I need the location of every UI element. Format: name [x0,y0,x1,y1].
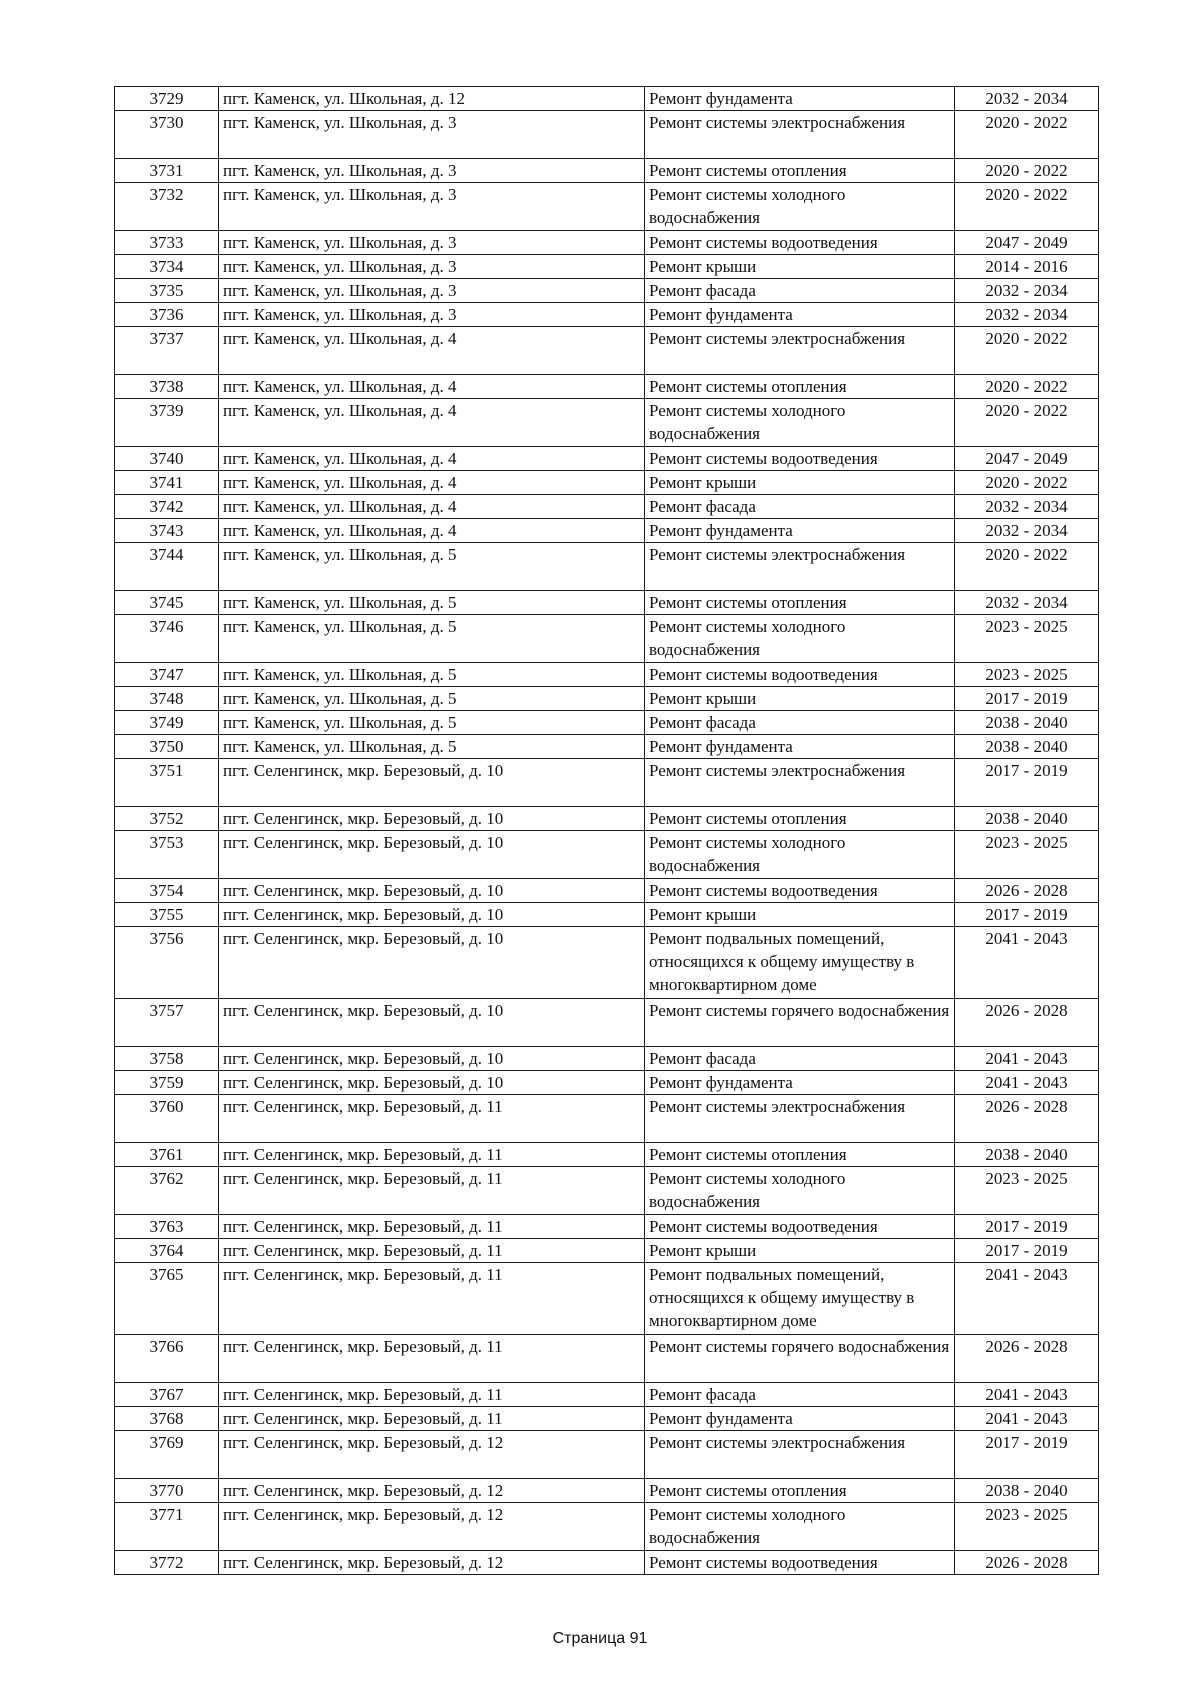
row-number-cell: 3740 [115,447,219,471]
table-row [115,519,1099,543]
address-cell: пгт. Каменск, ул. Школьная, д. 4 [219,375,645,399]
table-row [115,903,1099,927]
address-cell: пгт. Каменск, ул. Школьная, д. 3 [219,303,645,327]
row-number-cell: 3749 [115,711,219,735]
address-cell: пгт. Каменск, ул. Школьная, д. 4 [219,447,645,471]
period-cell: 2020 - 2022 [955,327,1099,375]
period-cell: 2026 - 2028 [955,1095,1099,1143]
work-type-cell: Ремонт подвальных помещений, относящихся к общему имуществу в многоквартирном доме [645,927,955,999]
address-cell: пгт. Селенгинск, мкр. Березовый, д. 10 [219,1047,645,1071]
work-type-cell: Ремонт фундамента [645,735,955,759]
row-number-cell: 3732 [115,183,219,231]
address-cell: пгт. Каменск, ул. Школьная, д. 3 [219,231,645,255]
period-cell: 2038 - 2040 [955,1143,1099,1167]
address-cell: пгт. Каменск, ул. Школьная, д. 5 [219,591,645,615]
table-row [115,1503,1099,1551]
address-cell: пгт. Селенгинск, мкр. Березовый, д. 10 [219,759,645,807]
row-number-cell: 3768 [115,1407,219,1431]
work-type-cell: Ремонт системы электроснабжения [645,327,955,375]
period-cell: 2017 - 2019 [955,1215,1099,1239]
work-type-cell: Ремонт крыши [645,903,955,927]
period-cell: 2026 - 2028 [955,1335,1099,1383]
row-number-cell: 3767 [115,1383,219,1407]
address-cell: пгт. Селенгинск, мкр. Березовый, д. 11 [219,1383,645,1407]
work-type-cell: Ремонт системы отопления [645,1143,955,1167]
period-cell: 2047 - 2049 [955,447,1099,471]
work-type-cell: Ремонт системы отопления [645,591,955,615]
period-cell: 2038 - 2040 [955,735,1099,759]
table-row [115,591,1099,615]
table-row [115,231,1099,255]
address-cell: пгт. Каменск, ул. Школьная, д. 4 [219,471,645,495]
work-type-cell: Ремонт системы горячего водоснабжения [645,999,955,1047]
row-number-cell: 3735 [115,279,219,303]
work-type-cell: Ремонт системы горячего водоснабжения [645,1335,955,1383]
row-number-cell: 3769 [115,1431,219,1479]
period-cell: 2041 - 2043 [955,1047,1099,1071]
table-row [115,375,1099,399]
table-row [115,1095,1099,1143]
period-cell: 2017 - 2019 [955,903,1099,927]
table-row [115,327,1099,375]
row-number-cell: 3744 [115,543,219,591]
address-cell: пгт. Каменск, ул. Школьная, д. 5 [219,711,645,735]
period-cell: 2026 - 2028 [955,999,1099,1047]
period-cell: 2041 - 2043 [955,1263,1099,1335]
row-number-cell: 3765 [115,1263,219,1335]
work-type-cell: Ремонт фундамента [645,87,955,111]
work-type-cell: Ремонт системы холодного водоснабжения [645,1167,955,1215]
period-cell: 2041 - 2043 [955,927,1099,999]
address-cell: пгт. Каменск, ул. Школьная, д. 3 [219,279,645,303]
page-number: Страница 91 [552,1630,648,1647]
work-type-cell: Ремонт фасада [645,1383,955,1407]
row-number-cell: 3755 [115,903,219,927]
table-row [115,159,1099,183]
table-row [115,663,1099,687]
work-type-cell: Ремонт системы электроснабжения [645,111,955,159]
table-row [115,711,1099,735]
row-number-cell: 3746 [115,615,219,663]
row-number-cell: 3748 [115,687,219,711]
period-cell: 2023 - 2025 [955,615,1099,663]
work-type-cell: Ремонт фундамента [645,1407,955,1431]
table-row [115,87,1099,111]
period-cell: 2038 - 2040 [955,711,1099,735]
repair-schedule-table [114,86,1099,1575]
table-row [115,1335,1099,1383]
address-cell: пгт. Каменск, ул. Школьная, д. 5 [219,687,645,711]
row-number-cell: 3772 [115,1551,219,1575]
row-number-cell: 3762 [115,1167,219,1215]
row-number-cell: 3758 [115,1047,219,1071]
work-type-cell: Ремонт системы водоотведения [645,1215,955,1239]
address-cell: пгт. Каменск, ул. Школьная, д. 5 [219,543,645,591]
work-type-cell: Ремонт системы электроснабжения [645,1431,955,1479]
work-type-cell: Ремонт крыши [645,255,955,279]
address-cell: пгт. Селенгинск, мкр. Березовый, д. 11 [219,1167,645,1215]
period-cell: 2026 - 2028 [955,1551,1099,1575]
period-cell: 2041 - 2043 [955,1407,1099,1431]
row-number-cell: 3754 [115,879,219,903]
address-cell: пгт. Каменск, ул. Школьная, д. 12 [219,87,645,111]
period-cell: 2020 - 2022 [955,375,1099,399]
table-row [115,687,1099,711]
work-type-cell: Ремонт фасада [645,1047,955,1071]
work-type-cell: Ремонт системы холодного водоснабжения [645,183,955,231]
address-cell: пгт. Селенгинск, мкр. Березовый, д. 10 [219,927,645,999]
table-row [115,1143,1099,1167]
table-row [115,543,1099,591]
period-cell: 2017 - 2019 [955,1239,1099,1263]
table-row [115,831,1099,879]
work-type-cell: Ремонт крыши [645,687,955,711]
work-type-cell: Ремонт фасада [645,279,955,303]
row-number-cell: 3751 [115,759,219,807]
row-number-cell: 3757 [115,999,219,1047]
row-number-cell: 3731 [115,159,219,183]
row-number-cell: 3733 [115,231,219,255]
row-number-cell: 3753 [115,831,219,879]
work-type-cell: Ремонт системы электроснабжения [645,759,955,807]
work-type-cell: Ремонт системы электроснабжения [645,1095,955,1143]
period-cell: 2032 - 2034 [955,87,1099,111]
period-cell: 2020 - 2022 [955,471,1099,495]
table-row [115,1263,1099,1335]
address-cell: пгт. Каменск, ул. Школьная, д. 3 [219,159,645,183]
row-number-cell: 3750 [115,735,219,759]
period-cell: 2020 - 2022 [955,399,1099,447]
period-cell: 2038 - 2040 [955,1479,1099,1503]
table-row [115,1407,1099,1431]
work-type-cell: Ремонт фундамента [645,1071,955,1095]
work-type-cell: Ремонт системы водоотведения [645,663,955,687]
table-row [115,111,1099,159]
period-cell: 2038 - 2040 [955,807,1099,831]
work-type-cell: Ремонт системы холодного водоснабжения [645,615,955,663]
period-cell: 2017 - 2019 [955,1431,1099,1479]
work-type-cell: Ремонт системы водоотведения [645,231,955,255]
row-number-cell: 3771 [115,1503,219,1551]
address-cell: пгт. Селенгинск, мкр. Березовый, д. 11 [219,1215,645,1239]
period-cell: 2047 - 2049 [955,231,1099,255]
row-number-cell: 3764 [115,1239,219,1263]
work-type-cell: Ремонт системы холодного водоснабжения [645,1503,955,1551]
period-cell: 2023 - 2025 [955,1167,1099,1215]
address-cell: пгт. Селенгинск, мкр. Березовый, д. 11 [219,1335,645,1383]
table-row [115,399,1099,447]
row-number-cell: 3736 [115,303,219,327]
table-row [115,1215,1099,1239]
row-number-cell: 3739 [115,399,219,447]
address-cell: пгт. Селенгинск, мкр. Березовый, д. 11 [219,1239,645,1263]
table-row [115,1551,1099,1575]
period-cell: 2026 - 2028 [955,879,1099,903]
table-row [115,1239,1099,1263]
table-body [115,87,1099,1575]
work-type-cell: Ремонт системы водоотведения [645,1551,955,1575]
period-cell: 2017 - 2019 [955,687,1099,711]
address-cell: пгт. Селенгинск, мкр. Березовый, д. 10 [219,807,645,831]
address-cell: пгт. Селенгинск, мкр. Березовый, д. 11 [219,1143,645,1167]
work-type-cell: Ремонт системы холодного водоснабжения [645,399,955,447]
row-number-cell: 3752 [115,807,219,831]
address-cell: пгт. Каменск, ул. Школьная, д. 5 [219,615,645,663]
table-row [115,279,1099,303]
table-row [115,495,1099,519]
work-type-cell: Ремонт системы электроснабжения [645,543,955,591]
address-cell: пгт. Селенгинск, мкр. Березовый, д. 10 [219,879,645,903]
row-number-cell: 3743 [115,519,219,543]
table-row [115,1071,1099,1095]
table-row [115,759,1099,807]
period-cell: 2041 - 2043 [955,1383,1099,1407]
row-number-cell: 3742 [115,495,219,519]
work-type-cell: Ремонт крыши [645,471,955,495]
table-row [115,471,1099,495]
table-row [115,1047,1099,1071]
address-cell: пгт. Селенгинск, мкр. Березовый, д. 12 [219,1503,645,1551]
period-cell: 2032 - 2034 [955,495,1099,519]
period-cell: 2032 - 2034 [955,303,1099,327]
row-number-cell: 3738 [115,375,219,399]
address-cell: пгт. Селенгинск, мкр. Березовый, д. 11 [219,1095,645,1143]
address-cell: пгт. Каменск, ул. Школьная, д. 3 [219,111,645,159]
address-cell: пгт. Каменск, ул. Школьная, д. 4 [219,495,645,519]
address-cell: пгт. Каменск, ул. Школьная, д. 5 [219,735,645,759]
row-number-cell: 3730 [115,111,219,159]
address-cell: пгт. Селенгинск, мкр. Березовый, д. 11 [219,1263,645,1335]
address-cell: пгт. Селенгинск, мкр. Березовый, д. 11 [219,1407,645,1431]
period-cell: 2041 - 2043 [955,1071,1099,1095]
table-row [115,999,1099,1047]
table-row [115,615,1099,663]
work-type-cell: Ремонт системы отопления [645,159,955,183]
table-row [115,303,1099,327]
table-row [115,1383,1099,1407]
work-type-cell: Ремонт системы водоотведения [645,879,955,903]
work-type-cell: Ремонт подвальных помещений, относящихся к общему имуществу в многоквартирном доме [645,1263,955,1335]
row-number-cell: 3737 [115,327,219,375]
row-number-cell: 3756 [115,927,219,999]
period-cell: 2020 - 2022 [955,159,1099,183]
address-cell: пгт. Селенгинск, мкр. Березовый, д. 10 [219,999,645,1047]
work-type-cell: Ремонт системы водоотведения [645,447,955,471]
period-cell: 2020 - 2022 [955,183,1099,231]
address-cell: пгт. Селенгинск, мкр. Березовый, д. 10 [219,831,645,879]
table-row [115,183,1099,231]
address-cell: пгт. Каменск, ул. Школьная, д. 4 [219,519,645,543]
work-type-cell: Ремонт системы отопления [645,1479,955,1503]
row-number-cell: 3770 [115,1479,219,1503]
work-type-cell: Ремонт фундамента [645,303,955,327]
table-row [115,1479,1099,1503]
period-cell: 2023 - 2025 [955,663,1099,687]
address-cell: пгт. Каменск, ул. Школьная, д. 4 [219,399,645,447]
address-cell: пгт. Каменск, ул. Школьная, д. 3 [219,183,645,231]
row-number-cell: 3745 [115,591,219,615]
address-cell: пгт. Каменск, ул. Школьная, д. 4 [219,327,645,375]
row-number-cell: 3734 [115,255,219,279]
work-type-cell: Ремонт системы холодного водоснабжения [645,831,955,879]
row-number-cell: 3729 [115,87,219,111]
period-cell: 2020 - 2022 [955,543,1099,591]
work-type-cell: Ремонт системы отопления [645,807,955,831]
period-cell: 2032 - 2034 [955,591,1099,615]
period-cell: 2014 - 2016 [955,255,1099,279]
row-number-cell: 3766 [115,1335,219,1383]
work-type-cell: Ремонт системы отопления [645,375,955,399]
period-cell: 2023 - 2025 [955,1503,1099,1551]
row-number-cell: 3760 [115,1095,219,1143]
address-cell: пгт. Каменск, ул. Школьная, д. 3 [219,255,645,279]
address-cell: пгт. Селенгинск, мкр. Березовый, д. 12 [219,1479,645,1503]
period-cell: 2032 - 2034 [955,519,1099,543]
period-cell: 2017 - 2019 [955,759,1099,807]
period-cell: 2032 - 2034 [955,279,1099,303]
table-row [115,879,1099,903]
row-number-cell: 3747 [115,663,219,687]
period-cell: 2023 - 2025 [955,831,1099,879]
work-type-cell: Ремонт фасада [645,711,955,735]
row-number-cell: 3741 [115,471,219,495]
address-cell: пгт. Селенгинск, мкр. Березовый, д. 10 [219,1071,645,1095]
table-row [115,1431,1099,1479]
work-type-cell: Ремонт фасада [645,495,955,519]
row-number-cell: 3759 [115,1071,219,1095]
address-cell: пгт. Каменск, ул. Школьная, д. 5 [219,663,645,687]
address-cell: пгт. Селенгинск, мкр. Березовый, д. 10 [219,903,645,927]
table-row [115,807,1099,831]
address-cell: пгт. Селенгинск, мкр. Березовый, д. 12 [219,1431,645,1479]
table-row [115,1167,1099,1215]
row-number-cell: 3763 [115,1215,219,1239]
work-type-cell: Ремонт крыши [645,1239,955,1263]
period-cell: 2020 - 2022 [955,111,1099,159]
work-type-cell: Ремонт фундамента [645,519,955,543]
table-row [115,447,1099,471]
row-number-cell: 3761 [115,1143,219,1167]
table-row [115,927,1099,999]
table-row [115,735,1099,759]
table-row [115,255,1099,279]
address-cell: пгт. Селенгинск, мкр. Березовый, д. 12 [219,1551,645,1575]
